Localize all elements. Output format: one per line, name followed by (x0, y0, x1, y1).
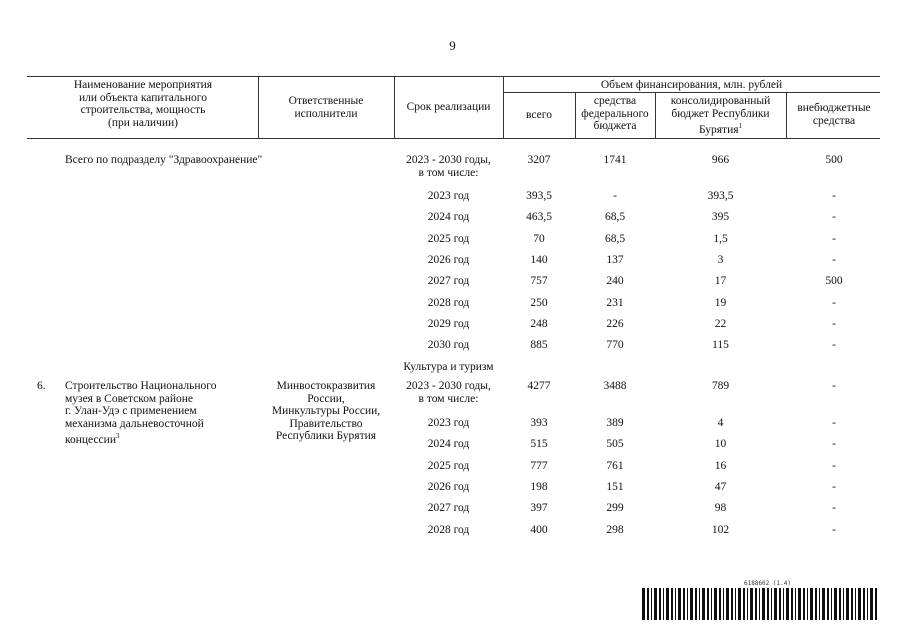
funding-sub-rule (503, 92, 880, 93)
health-row-cell-federal: 231 (606, 296, 624, 309)
health-row-cell-federal: 137 (606, 253, 624, 266)
culture-row-cell-year: 2027 год (427, 502, 470, 515)
barcode-bar (738, 588, 741, 620)
health-row-cell-total: 248 (530, 317, 548, 330)
culture-item-name: Строительство Национального музея в Советском районе г. Улан-Удэ с применением механизма дальневосточной концессии$^3$ (65, 380, 217, 446)
header-total-column: всего (526, 109, 552, 121)
culture-item-number: 6. (37, 380, 46, 392)
barcode-bar (647, 588, 649, 620)
health-row-cell-year: 2025 год (427, 232, 470, 245)
health-total-federal: 1741 (603, 154, 627, 166)
barcode-bar (675, 588, 676, 620)
culture-total-term: 2023 - 2030 годы, в том числе: (406, 380, 491, 405)
barcode-bar (642, 588, 645, 620)
barcode-label: 6188602 (1.4) (744, 580, 791, 587)
header-name-column: Наименование мероприятия или объекта капитального строительства, мощность (при наличии) (73, 79, 213, 129)
barcode-bar (687, 588, 688, 620)
health-row-cell-federal: 68,5 (604, 232, 626, 245)
culture-row-cell-extra: - (832, 417, 836, 429)
culture-row-cell-total: 400 (530, 523, 548, 536)
health-total-regional: 966 (711, 154, 730, 166)
header-funding-title: Объем финансирования, млн. рублей (600, 79, 783, 91)
barcode-bar (863, 588, 865, 620)
health-row-cell-year: 2029 год (427, 317, 470, 330)
culture-row-cell-federal: 505 (606, 438, 624, 451)
barcode-bar (759, 588, 760, 620)
culture-row-cell-regional: 47 (714, 480, 727, 493)
header-extrabudget-column: внебюджетные средства (797, 102, 871, 127)
barcode-bar (671, 588, 673, 620)
barcode-bar (819, 588, 820, 620)
health-row-cell-year: 2024 год (427, 211, 470, 224)
culture-row-cell-federal: 151 (606, 480, 624, 493)
culture-row-cell-regional: 102 (711, 523, 730, 536)
health-row-cell-total: 140 (530, 253, 548, 266)
culture-row-cell-total: 777 (530, 459, 548, 472)
culture-row-cell-year: 2026 год (427, 480, 470, 493)
barcode-bar (843, 588, 844, 620)
health-row-cell-extra: 500 (825, 275, 843, 288)
health-row-cell-federal: 226 (606, 317, 624, 330)
barcode-bar (807, 588, 808, 620)
culture-row-cell-regional: 16 (714, 459, 727, 472)
barcode-bar (651, 588, 652, 620)
health-row-cell-federal: 68,5 (604, 211, 626, 224)
barcode-bar (774, 588, 777, 620)
health-row-cell-extra: - (832, 317, 836, 330)
health-row-cell-regional: 1,5 (713, 232, 728, 245)
header-federal-column: средства федерального бюджета (581, 95, 649, 132)
health-row-cell-federal: 240 (606, 275, 624, 288)
health-row-cell-regional: 115 (712, 339, 729, 352)
col-divider-5 (655, 92, 656, 138)
health-row-cell-year: 2023 год (427, 190, 470, 202)
health-row-cell-extra: - (832, 339, 836, 352)
barcode-bar (767, 588, 769, 620)
barcode-bar (783, 588, 784, 620)
col-divider-3 (503, 76, 504, 138)
health-row-cell-regional: 395 (711, 211, 730, 224)
barcode-bar (654, 588, 657, 620)
barcode-bar (858, 588, 861, 620)
page-number: 9 (449, 38, 456, 53)
health-row-cell-regional: 19 (714, 296, 727, 309)
health-row-cell-year: 2026 год (427, 253, 470, 266)
health-row-cell-year: 2027 год (427, 275, 470, 288)
culture-row-cell-regional: 10 (714, 438, 727, 451)
health-row-cell-year: 2028 год (427, 296, 470, 309)
culture-total-regional: 789 (711, 380, 730, 392)
health-total-extra: 500 (825, 154, 843, 166)
table-top-rule (27, 76, 880, 77)
barcode-bar (875, 588, 877, 620)
barcode-bar (795, 588, 796, 620)
health-row-cell-regional: 17 (714, 275, 727, 288)
barcode-bar (827, 588, 829, 620)
culture-row-cell-extra: - (832, 480, 836, 493)
barcode-bar (867, 588, 868, 620)
barcode-bar (834, 588, 837, 620)
col-divider-2 (394, 76, 395, 138)
barcode-bar (747, 588, 748, 620)
barcode-bar (846, 588, 849, 620)
health-row-cell-extra: - (832, 296, 836, 309)
barcode-bar (659, 588, 661, 620)
culture-row-cell-extra: - (832, 438, 836, 451)
barcode-bar (699, 588, 700, 620)
barcode-bar (723, 588, 724, 620)
culture-row-cell-total: 397 (530, 502, 548, 515)
barcode-bar (735, 588, 736, 620)
barcode-bar (791, 588, 793, 620)
health-row-cell-federal: - (613, 190, 617, 202)
barcode-bar (779, 588, 781, 620)
barcode-bar (711, 588, 712, 620)
header-term-column: Срок реализации (406, 101, 491, 113)
health-block-title: Всего по подразделу "Здравоохранение" (65, 154, 263, 166)
barcode-bar (851, 588, 853, 620)
barcode-bar (822, 588, 825, 620)
health-total-sum: 3207 (527, 154, 551, 166)
culture-row-cell-regional: 98 (714, 502, 727, 515)
culture-row-cell-extra: - (832, 523, 836, 536)
barcode-bar (702, 588, 705, 620)
barcode-bar (798, 588, 801, 620)
health-row-cell-extra: - (832, 190, 836, 202)
barcode-bar (666, 588, 669, 620)
health-row-cell-regional: 22 (714, 317, 727, 330)
barcode-bar (719, 588, 721, 620)
barcode-bar (755, 588, 757, 620)
barcode-bar (750, 588, 753, 620)
barcode-bar (762, 588, 765, 620)
culture-row-cell-extra: - (832, 459, 836, 472)
health-row-cell-year: 2030 год (427, 339, 470, 352)
barcode-bar (683, 588, 685, 620)
health-row-cell-extra: - (832, 232, 836, 245)
culture-row-cell-federal: 299 (606, 502, 624, 515)
culture-row-cell-regional: 4 (717, 417, 724, 429)
barcode-bar (743, 588, 745, 620)
culture-total-sum: 4277 (527, 380, 551, 392)
health-row-cell-total: 70 (533, 232, 545, 245)
barcode-bar (771, 588, 772, 620)
barcode-bar (815, 588, 817, 620)
culture-row-cell-year: 2025 год (427, 459, 470, 472)
health-row-cell-regional: 393,5 (707, 190, 734, 202)
barcode-bar (690, 588, 693, 620)
barcode-bar (695, 588, 697, 620)
health-row-cell-extra: - (832, 253, 836, 266)
barcode-image (642, 588, 880, 620)
culture-total-extra: - (832, 380, 836, 392)
barcode-bar (855, 588, 856, 620)
barcode-bar (726, 588, 729, 620)
culture-row-cell-federal: 298 (606, 523, 624, 536)
col-divider-4 (575, 92, 576, 138)
culture-row-cell-total: 515 (530, 438, 548, 451)
health-total-term: 2023 - 2030 годы, в том числе: (406, 154, 491, 179)
barcode-bar (678, 588, 681, 620)
barcode-bar (663, 588, 664, 620)
barcode-bar (786, 588, 789, 620)
barcode-bar (714, 588, 717, 620)
barcode-bar (870, 588, 873, 620)
culture-row-cell-federal: 389 (606, 417, 624, 429)
barcode-bar (707, 588, 709, 620)
culture-item-executors: Минвостокразвития России, Минкультуры России, Правительство Республики Бурятия (271, 380, 381, 442)
health-row-cell-total: 393,5 (526, 190, 552, 202)
barcode-bar (810, 588, 813, 620)
header-consolidated-column: консолидированный бюджет Республики Бурятия$^1$ (670, 95, 771, 136)
health-row-cell-extra: - (832, 211, 836, 224)
health-row-cell-total: 463,5 (526, 211, 552, 224)
health-row-cell-regional: 3 (717, 253, 724, 266)
health-row-cell-total: 885 (530, 339, 548, 352)
barcode-bar (731, 588, 733, 620)
section-title-culture: Культура и туризм (403, 361, 494, 373)
col-divider-1 (258, 76, 259, 138)
barcode-bar (831, 588, 832, 620)
barcode-bar (803, 588, 805, 620)
culture-row-cell-year: 2028 год (427, 523, 470, 536)
culture-row-cell-extra: - (832, 502, 836, 515)
barcode-bar (839, 588, 841, 620)
header-executors-column: Ответственные исполнители (288, 95, 364, 120)
col-divider-6 (786, 92, 787, 138)
health-row-cell-federal: 770 (606, 339, 624, 352)
culture-row-cell-year: 2024 год (427, 438, 470, 451)
health-row-cell-total: 250 (530, 296, 548, 309)
culture-row-cell-year: 2023 год (427, 417, 470, 429)
header-bottom-rule (27, 138, 880, 139)
health-row-cell-total: 757 (530, 275, 548, 288)
culture-total-federal: 3488 (603, 380, 627, 392)
culture-row-cell-total: 198 (530, 480, 548, 493)
culture-row-cell-federal: 761 (606, 459, 624, 472)
culture-row-cell-total: 393 (530, 417, 548, 429)
